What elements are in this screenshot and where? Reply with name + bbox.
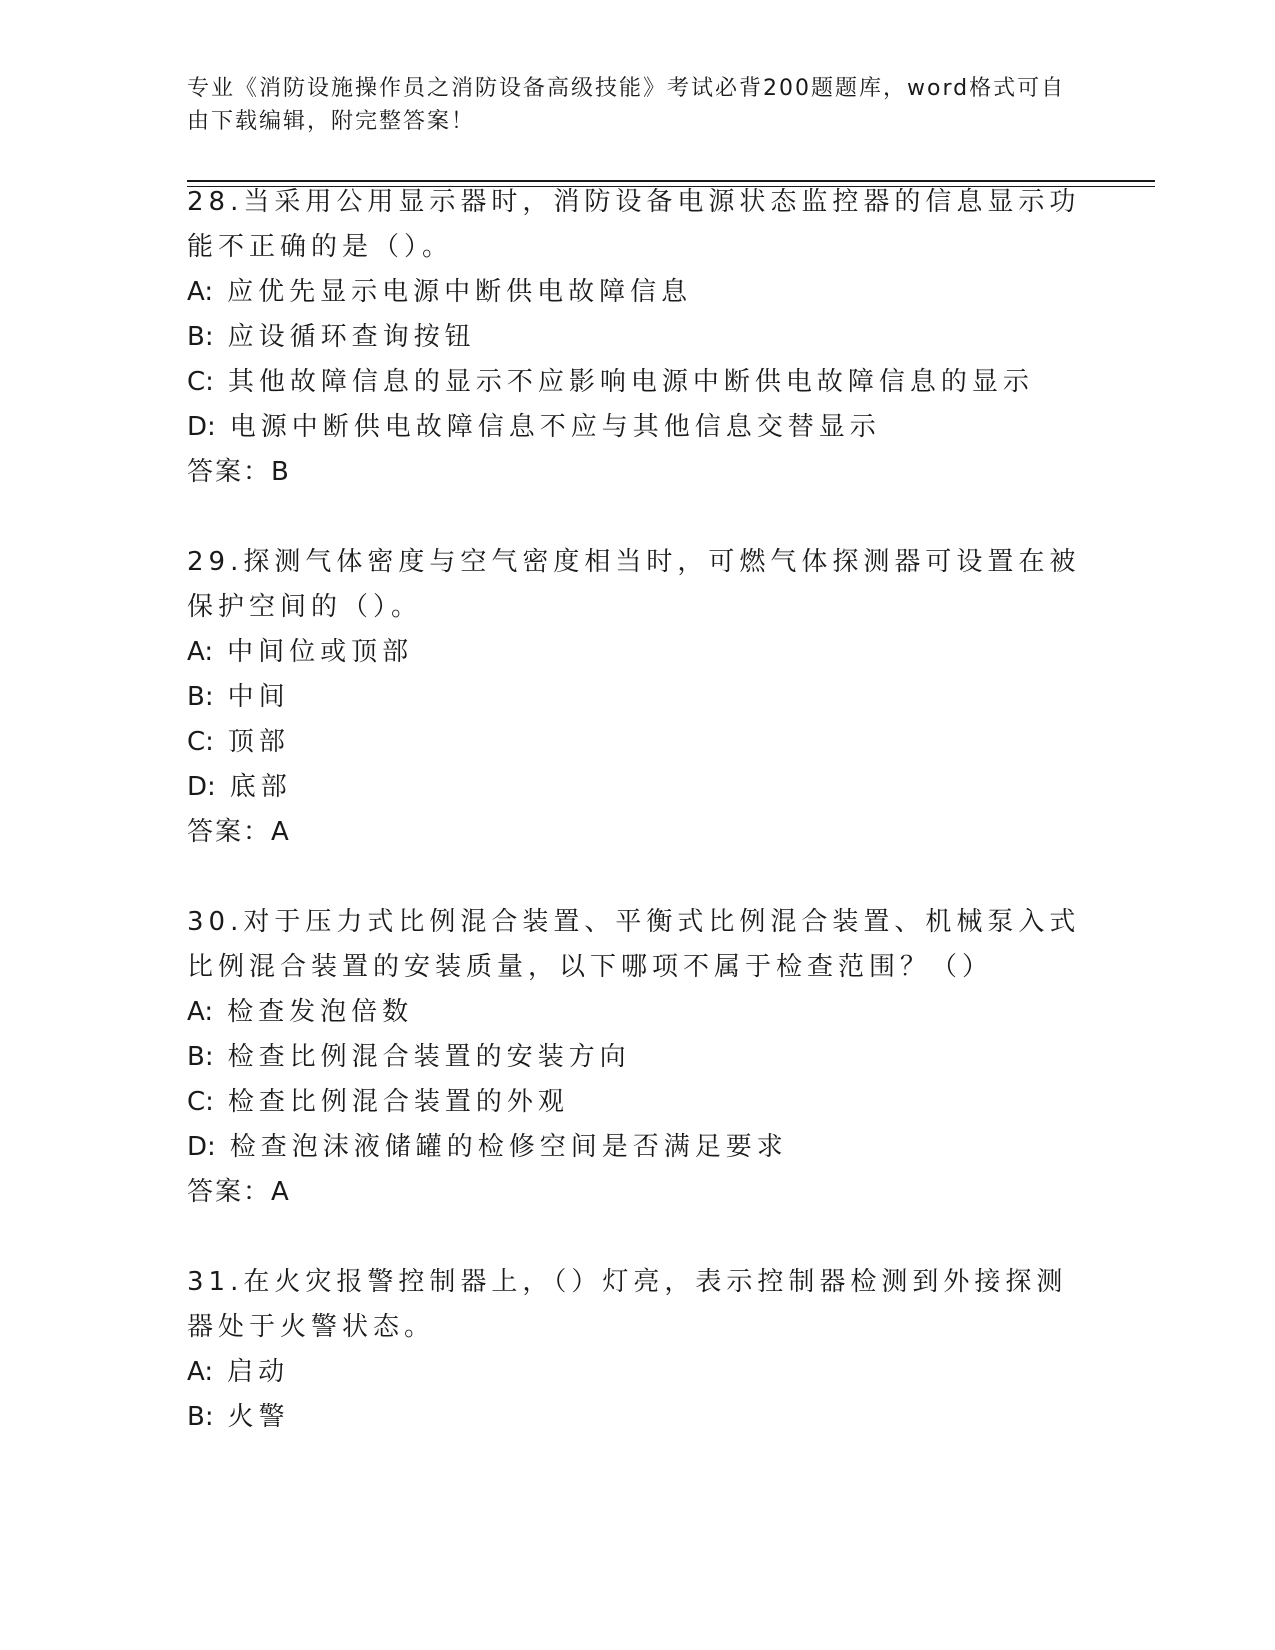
answer-line: 答案：A — [187, 817, 291, 847]
option-letter: B: — [187, 682, 214, 712]
option-a — [187, 1350, 1087, 1395]
option-letter: C: — [187, 1087, 214, 1117]
question-31 — [187, 1260, 1087, 1440]
option-c — [187, 720, 1087, 765]
question-stem: 31.在火灾报警控制器上，（）灯亮，表示控制器检测到外接探测器处于火警状态。 — [187, 1267, 1068, 1342]
option-letter: D: — [187, 412, 216, 442]
header-text: 专业《消防设施操作员之消防设备高级技能》考试必背200题题库，word格式可自由下载编辑，附完整答案！ — [187, 76, 1066, 134]
option-d — [187, 765, 1087, 810]
option-letter: A: — [187, 277, 214, 307]
option-text: 火警 — [227, 1402, 290, 1432]
option-letter: D: — [187, 1132, 216, 1162]
document-header — [187, 72, 1067, 138]
answer-line: 答案：B — [187, 457, 291, 487]
option-text: 电源中断供电故障信息不应与其他信息交替显示 — [229, 412, 881, 442]
option-letter: A: — [187, 1357, 214, 1387]
option-b — [187, 315, 1087, 360]
option-text: 应优先显示电源中断供电故障信息 — [227, 277, 693, 307]
option-d — [187, 1125, 1087, 1170]
option-text: 中间位或顶部 — [227, 637, 414, 667]
option-b — [187, 1395, 1087, 1440]
option-text: 应设循环查询按钮 — [227, 322, 476, 352]
option-b — [187, 1035, 1087, 1080]
option-letter: B: — [187, 1402, 214, 1432]
answer-line: 答案：A — [187, 1177, 291, 1207]
question-28 — [187, 180, 1087, 495]
option-c — [187, 1080, 1087, 1125]
option-a — [187, 990, 1087, 1035]
option-text: 顶部 — [227, 727, 290, 757]
option-b — [187, 675, 1087, 720]
option-text: 其他故障信息的显示不应影响电源中断供电故障信息的显示 — [227, 367, 1034, 397]
option-letter: D: — [187, 772, 216, 802]
option-letter: C: — [187, 367, 214, 397]
option-text: 中间 — [227, 682, 290, 712]
option-letter: B: — [187, 322, 214, 352]
option-text: 底部 — [229, 772, 292, 802]
question-stem: 29.探测气体密度与空气密度相当时，可燃气体探测器可设置在被保护空间的（）。 — [187, 547, 1081, 622]
question-29 — [187, 540, 1087, 855]
option-text: 检查比例混合装置的外观 — [227, 1087, 569, 1117]
option-text: 检查泡沫液储罐的检修空间是否满足要求 — [229, 1132, 788, 1162]
option-c — [187, 360, 1087, 405]
option-text: 检查发泡倍数 — [227, 997, 414, 1027]
option-letter: A: — [187, 637, 214, 667]
option-a — [187, 270, 1087, 315]
question-stem: 28.当采用公用显示器时，消防设备电源状态监控器的信息显示功能不正确的是（）。 — [187, 187, 1081, 262]
question-stem: 30.对于压力式比例混合装置、平衡式比例混合装置、机械泵入式比例混合装置的安装质量，以下哪项不属于检查范围？（） — [187, 907, 1081, 982]
option-letter: B: — [187, 1042, 214, 1072]
option-text: 检查比例混合装置的安装方向 — [227, 1042, 631, 1072]
question-30 — [187, 900, 1087, 1215]
option-text: 启动 — [227, 1357, 290, 1387]
option-d — [187, 405, 1087, 450]
option-letter: C: — [187, 727, 214, 757]
option-letter: A: — [187, 997, 214, 1027]
option-a — [187, 630, 1087, 675]
